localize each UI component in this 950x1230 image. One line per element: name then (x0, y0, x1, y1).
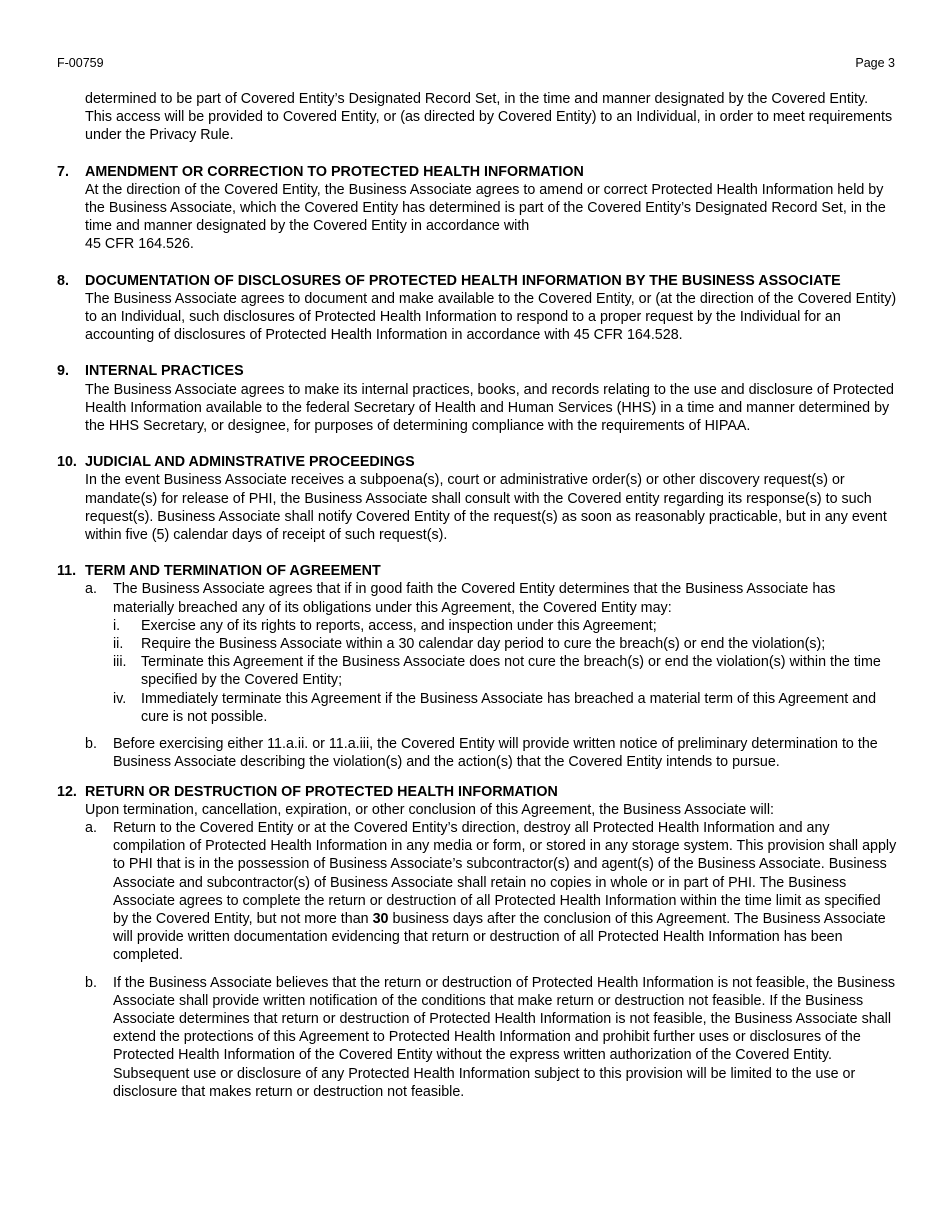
list-item-b (85, 974, 897, 1101)
sub-item (113, 653, 897, 689)
list-item-text: If the Business Associate believes that the return or destruction of Protected Health Information is not feasible, the Business Associate shall provide written notification of the conditions that make return or destruction not feasible. If the Business Associate determines that return or destruction of Protected Health Information is not feasible, the Business Associate shall extend the protections of this Agreement to Protected Health Information and prohibit further uses or disclosures of the Protected Health Information of the Covered Entity without the express written authorization of the Covered Entity. Subsequent use or disclosure of any Protected Health Information subject to this provision will be limited to the use or disclosure that makes return or destruction not feasible. (113, 974, 895, 1100)
list-marker: a. (85, 819, 97, 836)
list-marker: b. (85, 974, 97, 991)
section-number: 11. (57, 563, 77, 580)
section-heading: DOCUMENTATION OF DISCLOSURES OF PROTECTED HEALTH INFORMATION BY THE BUSINESS ASSOCIATE (85, 272, 841, 289)
sub-item-marker: iii. (113, 654, 127, 671)
section-number: 10. (57, 454, 77, 471)
list-item-text-part: business days after the conclusion of this Agreement. The Business Associate will provide written documentation evidencing that return or destruction of all Protected Health Information has been completed. (113, 910, 886, 964)
section-heading: TERM AND TERMINATION OF AGREEMENT (85, 563, 381, 580)
list-item-text (113, 819, 897, 965)
section-heading: RETURN OR DESTRUCTION OF PROTECTED HEALTH INFORMATION (85, 783, 558, 800)
section-body: The Business Associate agrees to make its internal practices, books, and records relating to the use and disclosure of Protected Health Information available to the federal Secretary of Health and Human Services (HHS) in a time and manner determined by the HHS Secretary, or designee, for purposes of determining compliance with the requirements of HIPAA. (85, 381, 895, 435)
section-intro: Upon termination, cancellation, expiration, or other conclusion of this Agreement, the Business Associate will: (85, 801, 775, 818)
intro-continuation: determined to be part of Covered Entity’s Designated Record Set, in the time and manner designated by the Covered Entity. This access will be provided to Covered Entity, or (as directed by Covered Entity) to an Individual, in order to meet requirements under the Privacy Rule. (85, 91, 893, 144)
section-7 (57, 163, 897, 254)
section-body-citation: 45 CFR 164.526. (85, 236, 194, 253)
list-marker: a. (85, 581, 97, 598)
document-body (57, 90, 897, 1101)
list-item-a (85, 819, 897, 965)
sub-item-text: Terminate this Agreement if the Business Associate does not cure the breach(s) or end the violation(s) within the time specified by the Covered Entity; (141, 654, 881, 689)
section-9 (57, 362, 897, 435)
section-10 (57, 453, 897, 544)
section-number: 12. (57, 783, 77, 800)
sub-item-text: Exercise any of its rights to reports, access, and inspection under this Agreement; (141, 617, 657, 634)
list-item-text: Before exercising either 11.a.ii. or 11.a.iii, the Covered Entity will provide written notice of preliminary determination to the Business Associate describing the violation(s) and the action(s) that the Covered Entity intends to pursue. (113, 736, 878, 771)
page-number: Page 3 (855, 56, 895, 70)
list-item-text-part: Return to the Covered Entity or at the Covered Entity’s direction, destroy all Protected Health Information and any compilation of Protected Health Information in any media or form, or stored in any storage system. This provision shall apply to PHI that is in the possession of Business Associate’s subcontractor(s) and agent(s) of the Business Associate. Business Associate and subcontractor(s) of Business Associate shall retain no copies in whole or in part of PHI. The Business Associate agrees to complete the return or destruction of all Protected Health Information within the time limit as specified by the Covered Entity, but not more than (113, 819, 897, 927)
sub-item-text: Require the Business Associate within a 30 calendar day period to cure the breach(s) or end the violation(s); (141, 636, 826, 653)
section-8 (57, 272, 897, 345)
sub-item-marker: i. (113, 617, 121, 634)
section-heading: JUDICIAL AND ADMINSTRATIVE PROCEEDINGS (85, 454, 415, 471)
section-heading: AMENDMENT OR CORRECTION TO PROTECTED HEALTH INFORMATION (85, 163, 584, 180)
section-number: 9. (57, 363, 69, 380)
list-item-text: The Business Associate agrees that if in good faith the Covered Entity determines that the Business Associate has materially breached any of its obligations under this Agreement, the Covered Entity may: (113, 581, 836, 616)
list-item-b (85, 735, 897, 771)
section-body: The Business Associate agrees to document and make available to the Covered Entity, or (at the direction of the Covered Entity) to an Individual, such disclosures of Protected Health Information to respond to a proper request by the Individual for an accounting of disclosures of Protected Health Information in accordance with 45 CFR 164.528. (85, 290, 897, 344)
section-number: 8. (57, 272, 69, 289)
section-12 (57, 783, 897, 1101)
section-11 (57, 562, 897, 771)
section-body: In the event Business Associate receives a subpoena(s), court or administrative order(s) or other discovery request(s) or mandate(s) for release of PHI, the Business Associate shall consult with the Covered entity regarding its response(s) to such request(s). Business Associate shall notify Covered Entity of the request(s) as soon as reasonably practicable, but in any event within five (5) calendar days of receipt of such request(s). (85, 472, 887, 544)
list-item-a (85, 580, 897, 726)
sub-item-marker: iv. (113, 690, 127, 707)
section-number: 7. (57, 163, 69, 180)
form-number: F-00759 (57, 56, 104, 70)
section-heading: INTERNAL PRACTICES (85, 363, 244, 380)
sub-item-marker: ii. (113, 636, 124, 653)
section-body: At the direction of the Covered Entity, the Business Associate agrees to amend or correct Protected Health Information held by the Business Associate, which the Covered Entity has determined is part of the Covered Entity’s Designated Record Set, in the time and manner designated by the Covered Entity in accordance with (85, 181, 886, 235)
sub-item (113, 617, 897, 635)
business-days-count: 30 (372, 910, 389, 927)
sub-item (113, 690, 897, 726)
sub-item (113, 635, 897, 653)
sub-item-text: Immediately terminate this Agreement if the Business Associate has breached a material term of this Agreement and cure is not possible. (141, 690, 877, 725)
list-marker: b. (85, 736, 97, 753)
